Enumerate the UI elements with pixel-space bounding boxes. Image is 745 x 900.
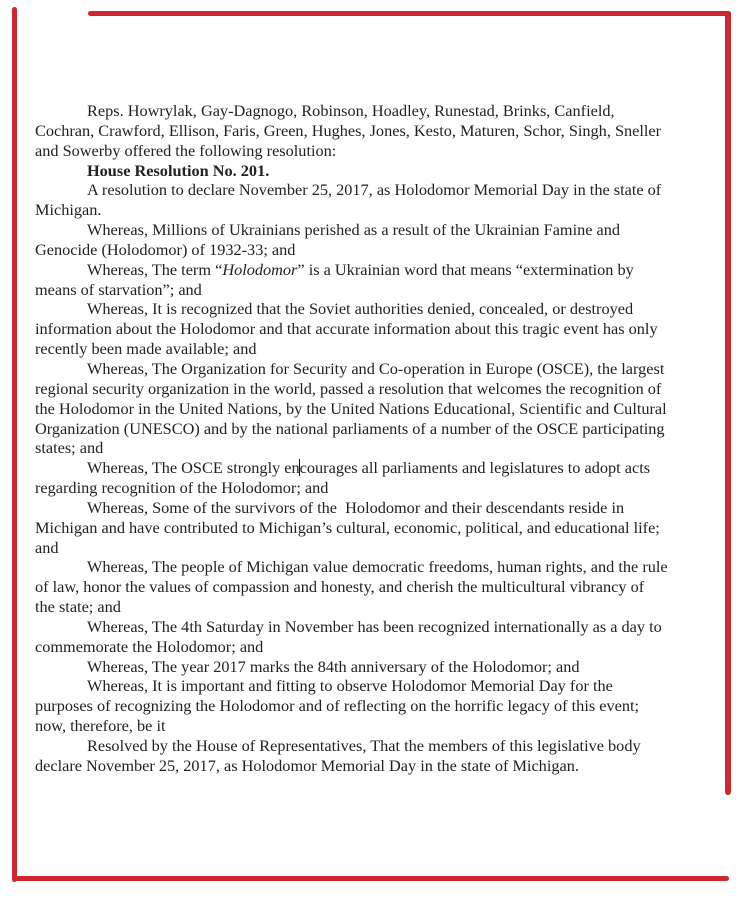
resolution-title (35, 161, 725, 181)
text-segment: ” is a Ukrainian word that means “extermination by (297, 259, 634, 279)
whereas-clause-6 (35, 498, 725, 558)
text-line: Whereas, The people of Michigan value democratic freedoms, human rights, and the rule (87, 557, 668, 577)
whereas-clause-7 (35, 557, 725, 617)
text-line: declare November 25, 2017, as Holodomor Memorial Day in the state of Michigan. (35, 755, 579, 775)
text-segment: Whereas, The OSCE strongly en (87, 458, 300, 478)
text-line: regional security organization in the world, passed a resolution that welcomes the recognition of (35, 378, 662, 398)
text-line: purposes of recognizing the Holodomor and of reflecting on the horrific legacy of this event; (35, 696, 640, 716)
text-line: Genocide (Holodomor) of 1932-33; and (35, 239, 296, 259)
text-line: the state; and (35, 597, 121, 617)
text-line: Whereas, The 4th Saturday in November has been recognized internationally as a day to (87, 616, 662, 636)
text-line: of law, honor the values of compassion and honesty, and cherish the multicultural vibrancy of (35, 577, 645, 597)
text-line: now, therefore, be it (35, 716, 166, 736)
red-frame-bottom-line (12, 876, 729, 881)
text-line: and Sowerby offered the following resolution: (35, 140, 337, 160)
text-line: the Holodomor in the United Nations, by the United Nations Educational, Scientific and Cultural (35, 398, 667, 418)
text-line: Whereas, The year 2017 marks the 84th anniversary of the Holodomor; and (87, 656, 580, 676)
text-line: Whereas, It is recognized that the Soviet authorities denied, concealed, or destroyed (87, 299, 634, 319)
text-line: Organization (UNESCO) and by the national parliaments of a number of the OSCE participating (35, 418, 665, 438)
text-line (35, 260, 725, 280)
italic-term: Holodomor (222, 259, 298, 279)
text-segment: courages all parliaments and legislatures to adopt acts (299, 458, 651, 478)
sponsors-paragraph (35, 101, 725, 161)
whereas-clause-8 (35, 617, 725, 657)
text-line: Whereas, Some of the survivors of the Holodomor and their descendants reside in (87, 497, 625, 517)
text-line: Whereas, It is important and fitting to observe Holodomor Memorial Day for the (87, 676, 613, 696)
text-line: regarding recognition of the Holodomor; and (35, 478, 329, 498)
text-line: recently been made available; and (35, 339, 257, 359)
resolution-document[interactable] (35, 101, 725, 776)
text-line: Michigan. (35, 200, 102, 220)
red-frame-left-line (12, 7, 17, 882)
text-line: Cochran, Crawford, Ellison, Faris, Green, Hughes, Jones, Kesto, Maturen, Schor, Singh, Sneller (35, 120, 662, 140)
text-segment: Whereas, The term “ (87, 259, 223, 279)
red-frame-right-line (725, 11, 731, 795)
text-line: Resolved by the House of Representatives, That the members of this legislative body (87, 736, 641, 755)
text-line: commemorate the Holodomor; and (35, 636, 264, 656)
text-line: Michigan and have contributed to Michigan’s cultural, economic, political, and educational life; (35, 517, 660, 537)
text-line: information about the Holodomor and that accurate information about this tragic event has only (35, 319, 658, 339)
whereas-clause-1 (35, 220, 725, 260)
text-line: means of starvation”; and (35, 279, 202, 299)
purpose-paragraph (35, 180, 725, 220)
red-frame-top-line (88, 11, 731, 16)
text-line: Whereas, Millions of Ukrainians perished as a result of the Ukrainian Famine and (87, 220, 621, 240)
whereas-clause-10 (35, 676, 725, 736)
whereas-clause-3 (35, 299, 725, 359)
text-line (35, 458, 725, 478)
whereas-clause-2 (35, 260, 725, 300)
resolved-clause (35, 736, 725, 776)
text-line: A resolution to declare November 25, 2017, as Holodomor Memorial Day in the state of (87, 180, 662, 200)
title-text: House Resolution No. 201. (87, 160, 270, 180)
whereas-clause-4 (35, 359, 725, 458)
text-line: and (35, 537, 59, 557)
text-line: Reps. Howrylak, Gay-Dagnogo, Robinson, Hoadley, Runestad, Brinks, Canfield, (87, 101, 615, 120)
whereas-clause-9 (35, 657, 725, 677)
text-line: states; and (35, 438, 104, 458)
text-line: Whereas, The Organization for Security and Co-operation in Europe (OSCE), the largest (87, 358, 665, 378)
whereas-clause-5 (35, 458, 725, 498)
